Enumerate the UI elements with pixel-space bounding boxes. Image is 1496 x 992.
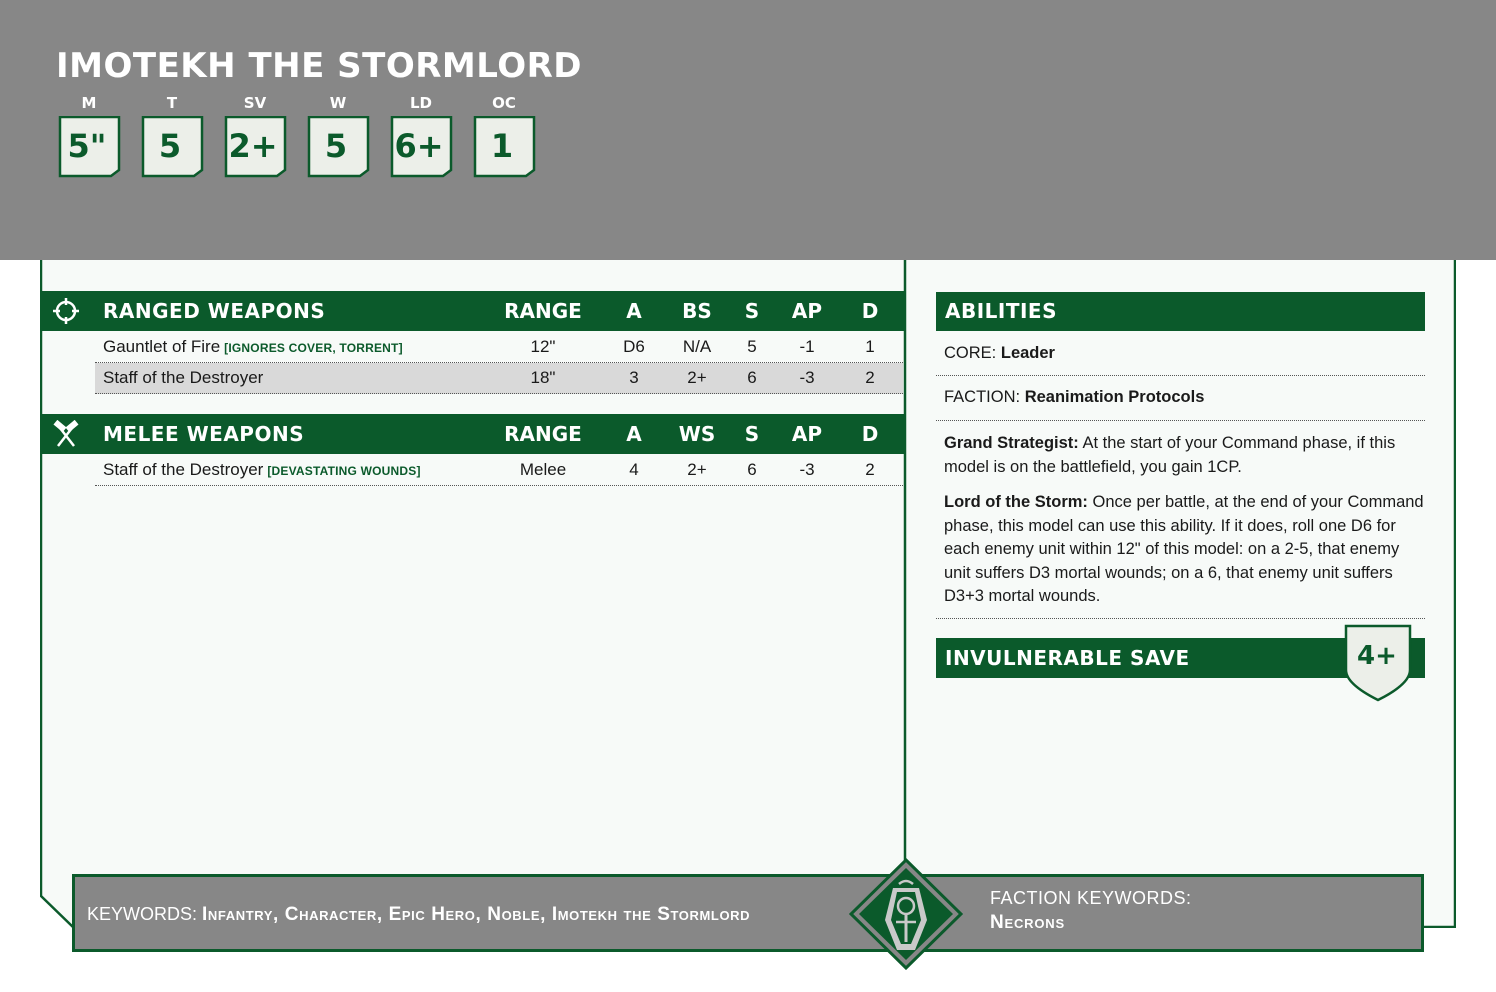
ap-cell: -3 bbox=[799, 460, 815, 479]
crosshair-icon bbox=[52, 297, 80, 325]
melee-weapons-title: MELEE WEAPONS bbox=[103, 422, 305, 446]
weapon-name: Staff of the Destroyer bbox=[103, 460, 264, 479]
stat-label: M bbox=[81, 94, 97, 112]
stat-value: 2+ bbox=[228, 127, 278, 165]
unit-name: IMOTEKH THE STORMLORD bbox=[56, 46, 583, 86]
col-skill: BS bbox=[682, 299, 712, 323]
stat-ld bbox=[389, 94, 453, 165]
attacks-cell: 4 bbox=[629, 460, 639, 479]
keywords-list: Infantry, Character, Epic Hero, Noble, Imotekh the Stormlord bbox=[202, 904, 751, 925]
keywords-label: KEYWORDS: bbox=[87, 904, 198, 924]
necron-emblem-icon bbox=[849, 858, 963, 970]
strength-cell: 6 bbox=[747, 368, 757, 387]
weapon-keywords: [IGNORES COVER, TORRENT] bbox=[224, 341, 403, 355]
stat-value: 6+ bbox=[394, 127, 444, 165]
invulnerable-save-header: INVULNERABLE SAVE bbox=[936, 638, 1425, 678]
col-ap: AP bbox=[791, 299, 823, 323]
invulnerable-save-value: 4+ bbox=[1357, 641, 1397, 671]
weapon-name-cell bbox=[103, 332, 403, 362]
faction-value: Reanimation Protocols bbox=[1024, 388, 1205, 406]
stat-value: 5 bbox=[158, 127, 182, 165]
core-value: Leader bbox=[1000, 344, 1055, 362]
stat-m bbox=[57, 94, 121, 165]
col-attacks: A bbox=[626, 299, 642, 323]
range-cell: 18" bbox=[530, 368, 556, 387]
stat-value: 1 bbox=[490, 127, 514, 165]
weapon-keywords: [DEVASTATING WOUNDS] bbox=[267, 464, 421, 478]
attacks-cell: 3 bbox=[629, 368, 639, 387]
strength-cell: 5 bbox=[747, 337, 757, 356]
stat-box bbox=[57, 116, 121, 178]
stat-value: 5" bbox=[67, 127, 107, 165]
col-range: RANGE bbox=[504, 299, 582, 323]
stat-box bbox=[223, 116, 287, 178]
weapon-name: Gauntlet of Fire bbox=[103, 337, 221, 356]
ranged-weapons-header bbox=[42, 291, 904, 331]
ap-cell: -1 bbox=[799, 337, 815, 356]
ability-text: Once per battle, at the end of your Command phase, this model can use this ability. If it does, roll one D6 for each enemy unit within 12" of this model: on a 2-5, that enemy unit suffers D3 mortal wounds; on a 6, that enemy unit suffers D3+3 mortal wounds. bbox=[944, 493, 1424, 605]
table-row bbox=[95, 455, 903, 486]
stat-label: W bbox=[329, 94, 347, 112]
faction-keywords-label: FACTION KEYWORDS: bbox=[990, 888, 1192, 908]
range-cell: Melee bbox=[519, 460, 567, 479]
stat-box bbox=[389, 116, 453, 178]
table-row bbox=[95, 363, 903, 394]
keywords bbox=[87, 900, 750, 929]
ap-cell: -3 bbox=[799, 368, 815, 387]
col-damage: D bbox=[861, 299, 879, 323]
stat-box bbox=[140, 116, 204, 178]
weapon-name-cell bbox=[103, 455, 421, 485]
stat-w bbox=[306, 94, 370, 165]
faction-label: FACTION: bbox=[944, 388, 1021, 406]
abilities-header: ABILITIES bbox=[936, 292, 1425, 331]
ability-grand-strategist bbox=[944, 432, 1425, 479]
attacks-cell: D6 bbox=[623, 337, 645, 356]
stat-box bbox=[472, 116, 536, 178]
skill-cell: N/A bbox=[682, 337, 712, 356]
damage-cell: 1 bbox=[865, 337, 875, 356]
faction-keywords-value: Necrons bbox=[990, 912, 1065, 933]
core-label: CORE: bbox=[944, 344, 997, 362]
col-strength: S bbox=[744, 299, 760, 323]
faction-ability bbox=[944, 386, 1425, 410]
table-row bbox=[95, 332, 903, 363]
ranged-weapons-title: RANGED WEAPONS bbox=[103, 299, 326, 323]
col-attacks: A bbox=[626, 422, 642, 446]
damage-cell: 2 bbox=[865, 368, 875, 387]
stat-value: 5 bbox=[324, 127, 348, 165]
skill-cell: 2+ bbox=[687, 368, 707, 387]
stat-label: T bbox=[166, 94, 178, 112]
divider bbox=[936, 375, 1425, 376]
strength-cell: 6 bbox=[747, 460, 757, 479]
damage-cell: 2 bbox=[865, 460, 875, 479]
crossed-hammers-icon bbox=[52, 420, 80, 448]
stat-label: SV bbox=[243, 94, 267, 112]
unit-header bbox=[0, 0, 1496, 260]
ability-name: Lord of the Storm: bbox=[944, 493, 1088, 511]
col-damage: D bbox=[861, 422, 879, 446]
divider bbox=[936, 618, 1425, 619]
stat-label: LD bbox=[409, 94, 432, 112]
stat-sv bbox=[223, 94, 287, 165]
weapon-name-cell bbox=[103, 363, 267, 393]
weapon-name: Staff of the Destroyer bbox=[103, 368, 264, 387]
skill-cell: 2+ bbox=[687, 460, 707, 479]
stat-box bbox=[306, 116, 370, 178]
melee-weapons-header bbox=[42, 414, 904, 454]
stat-label: OC bbox=[492, 94, 516, 112]
stat-t bbox=[140, 94, 204, 165]
col-range: RANGE bbox=[504, 422, 582, 446]
stat-oc bbox=[472, 94, 536, 165]
range-cell: 12" bbox=[530, 337, 556, 356]
ability-text: At the start of your Command phase, if this model is on the battlefield, you gain 1CP. bbox=[944, 434, 1396, 476]
core-ability bbox=[944, 342, 1425, 366]
ability-name: Grand Strategist: bbox=[944, 434, 1079, 452]
ability-lord-of-the-storm bbox=[944, 491, 1425, 609]
divider bbox=[936, 420, 1425, 421]
col-strength: S bbox=[744, 422, 760, 446]
col-skill: WS bbox=[678, 422, 716, 446]
col-ap: AP bbox=[791, 422, 823, 446]
